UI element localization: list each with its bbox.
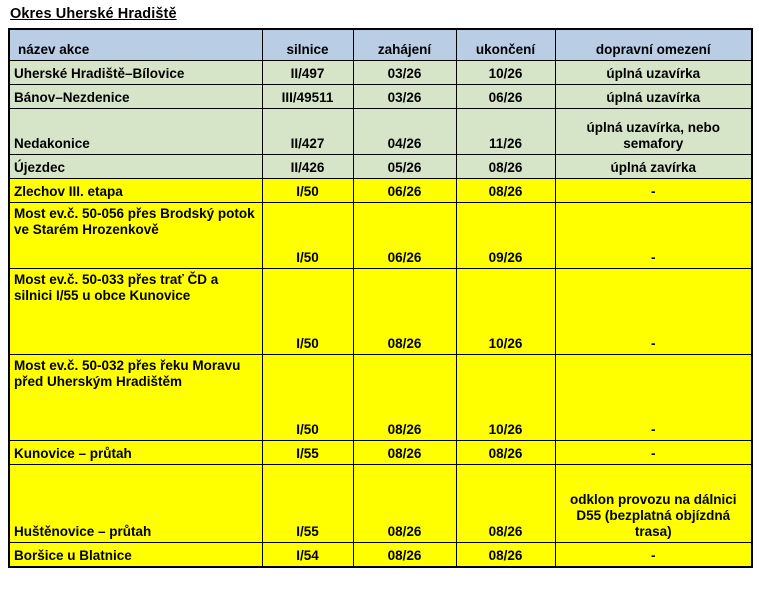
cell-restriction: - <box>555 355 752 441</box>
cell-start: 08/26 <box>353 543 456 567</box>
cell-road: II/426 <box>262 155 353 179</box>
cell-end: 06/26 <box>456 85 555 109</box>
cell-road: I/50 <box>262 269 353 355</box>
cell-road: I/55 <box>262 441 353 465</box>
table-row <box>9 543 752 567</box>
column-header-restriction: dopravní omezení <box>555 29 752 61</box>
table-body <box>9 61 752 567</box>
cell-end: 08/26 <box>456 155 555 179</box>
cell-start: 08/26 <box>353 269 456 355</box>
cell-restriction: odklon provozu na dálnici D55 (bezplatná objízdná trasa) <box>555 465 752 543</box>
cell-restriction: úplná uzavírka <box>555 85 752 109</box>
cell-start: 05/26 <box>353 155 456 179</box>
cell-start: 04/26 <box>353 109 456 155</box>
cell-road: II/497 <box>262 61 353 85</box>
cell-start: 06/26 <box>353 203 456 269</box>
cell-start: 06/26 <box>353 179 456 203</box>
table-row <box>9 85 752 109</box>
cell-road: II/427 <box>262 109 353 155</box>
cell-name: Zlechov III. etapa <box>9 179 262 203</box>
cell-name: Boršice u Blatnice <box>9 543 262 567</box>
cell-name: Nedakonice <box>9 109 262 155</box>
cell-restriction: úplná uzavírka <box>555 61 752 85</box>
cell-restriction: - <box>555 543 752 567</box>
cell-end: 08/26 <box>456 441 555 465</box>
cell-restriction: - <box>555 179 752 203</box>
cell-name: Kunovice – průtah <box>9 441 262 465</box>
cell-restriction: - <box>555 441 752 465</box>
cell-start: 03/26 <box>353 85 456 109</box>
cell-road: I/55 <box>262 465 353 543</box>
table-row <box>9 269 752 355</box>
cell-end: 08/26 <box>456 179 555 203</box>
cell-end: 11/26 <box>456 109 555 155</box>
table-row <box>9 179 752 203</box>
cell-restriction: - <box>555 269 752 355</box>
cell-start: 03/26 <box>353 61 456 85</box>
cell-start: 08/26 <box>353 465 456 543</box>
column-header-road: silnice <box>262 29 353 61</box>
table-row <box>9 109 752 155</box>
cell-end: 08/26 <box>456 465 555 543</box>
page-title: Okres Uherské Hradiště <box>10 6 177 22</box>
cell-restriction: úplná zavírka <box>555 155 752 179</box>
table-row <box>9 465 752 543</box>
cell-end: 10/26 <box>456 355 555 441</box>
cell-name: Huštěnovice – průtah <box>9 465 262 543</box>
cell-end: 10/26 <box>456 61 555 85</box>
table-header-row <box>9 29 752 61</box>
cell-name: Most ev.č. 50-032 přes řeku Moravu před Uherským Hradištěm <box>9 355 262 441</box>
table-row <box>9 203 752 269</box>
table-row <box>9 355 752 441</box>
cell-road: I/50 <box>262 179 353 203</box>
table-row <box>9 441 752 465</box>
cell-end: 08/26 <box>456 543 555 567</box>
cell-name: Most ev.č. 50-056 přes Brodský potok ve Starém Hrozenkově <box>9 203 262 269</box>
cell-road: I/50 <box>262 203 353 269</box>
column-header-start: zahájení <box>353 29 456 61</box>
cell-road: I/50 <box>262 355 353 441</box>
cell-road: I/54 <box>262 543 353 567</box>
cell-road: III/49511 <box>262 85 353 109</box>
column-header-name: název akce <box>9 29 262 61</box>
cell-name: Újezdec <box>9 155 262 179</box>
table-header <box>9 29 752 61</box>
table-row <box>9 61 752 85</box>
cell-end: 10/26 <box>456 269 555 355</box>
column-header-end: ukončení <box>456 29 555 61</box>
road-closures-table <box>8 28 753 568</box>
cell-name: Most ev.č. 50-033 přes trať ČD a silnici I/55 u obce Kunovice <box>9 269 262 355</box>
cell-end: 09/26 <box>456 203 555 269</box>
cell-restriction: - <box>555 203 752 269</box>
cell-start: 08/26 <box>353 441 456 465</box>
table-row <box>9 155 752 179</box>
cell-start: 08/26 <box>353 355 456 441</box>
cell-name: Bánov–Nezdenice <box>9 85 262 109</box>
cell-restriction: úplná uzavírka, nebo semafory <box>555 109 752 155</box>
cell-name: Uherské Hradiště–Bílovice <box>9 61 262 85</box>
